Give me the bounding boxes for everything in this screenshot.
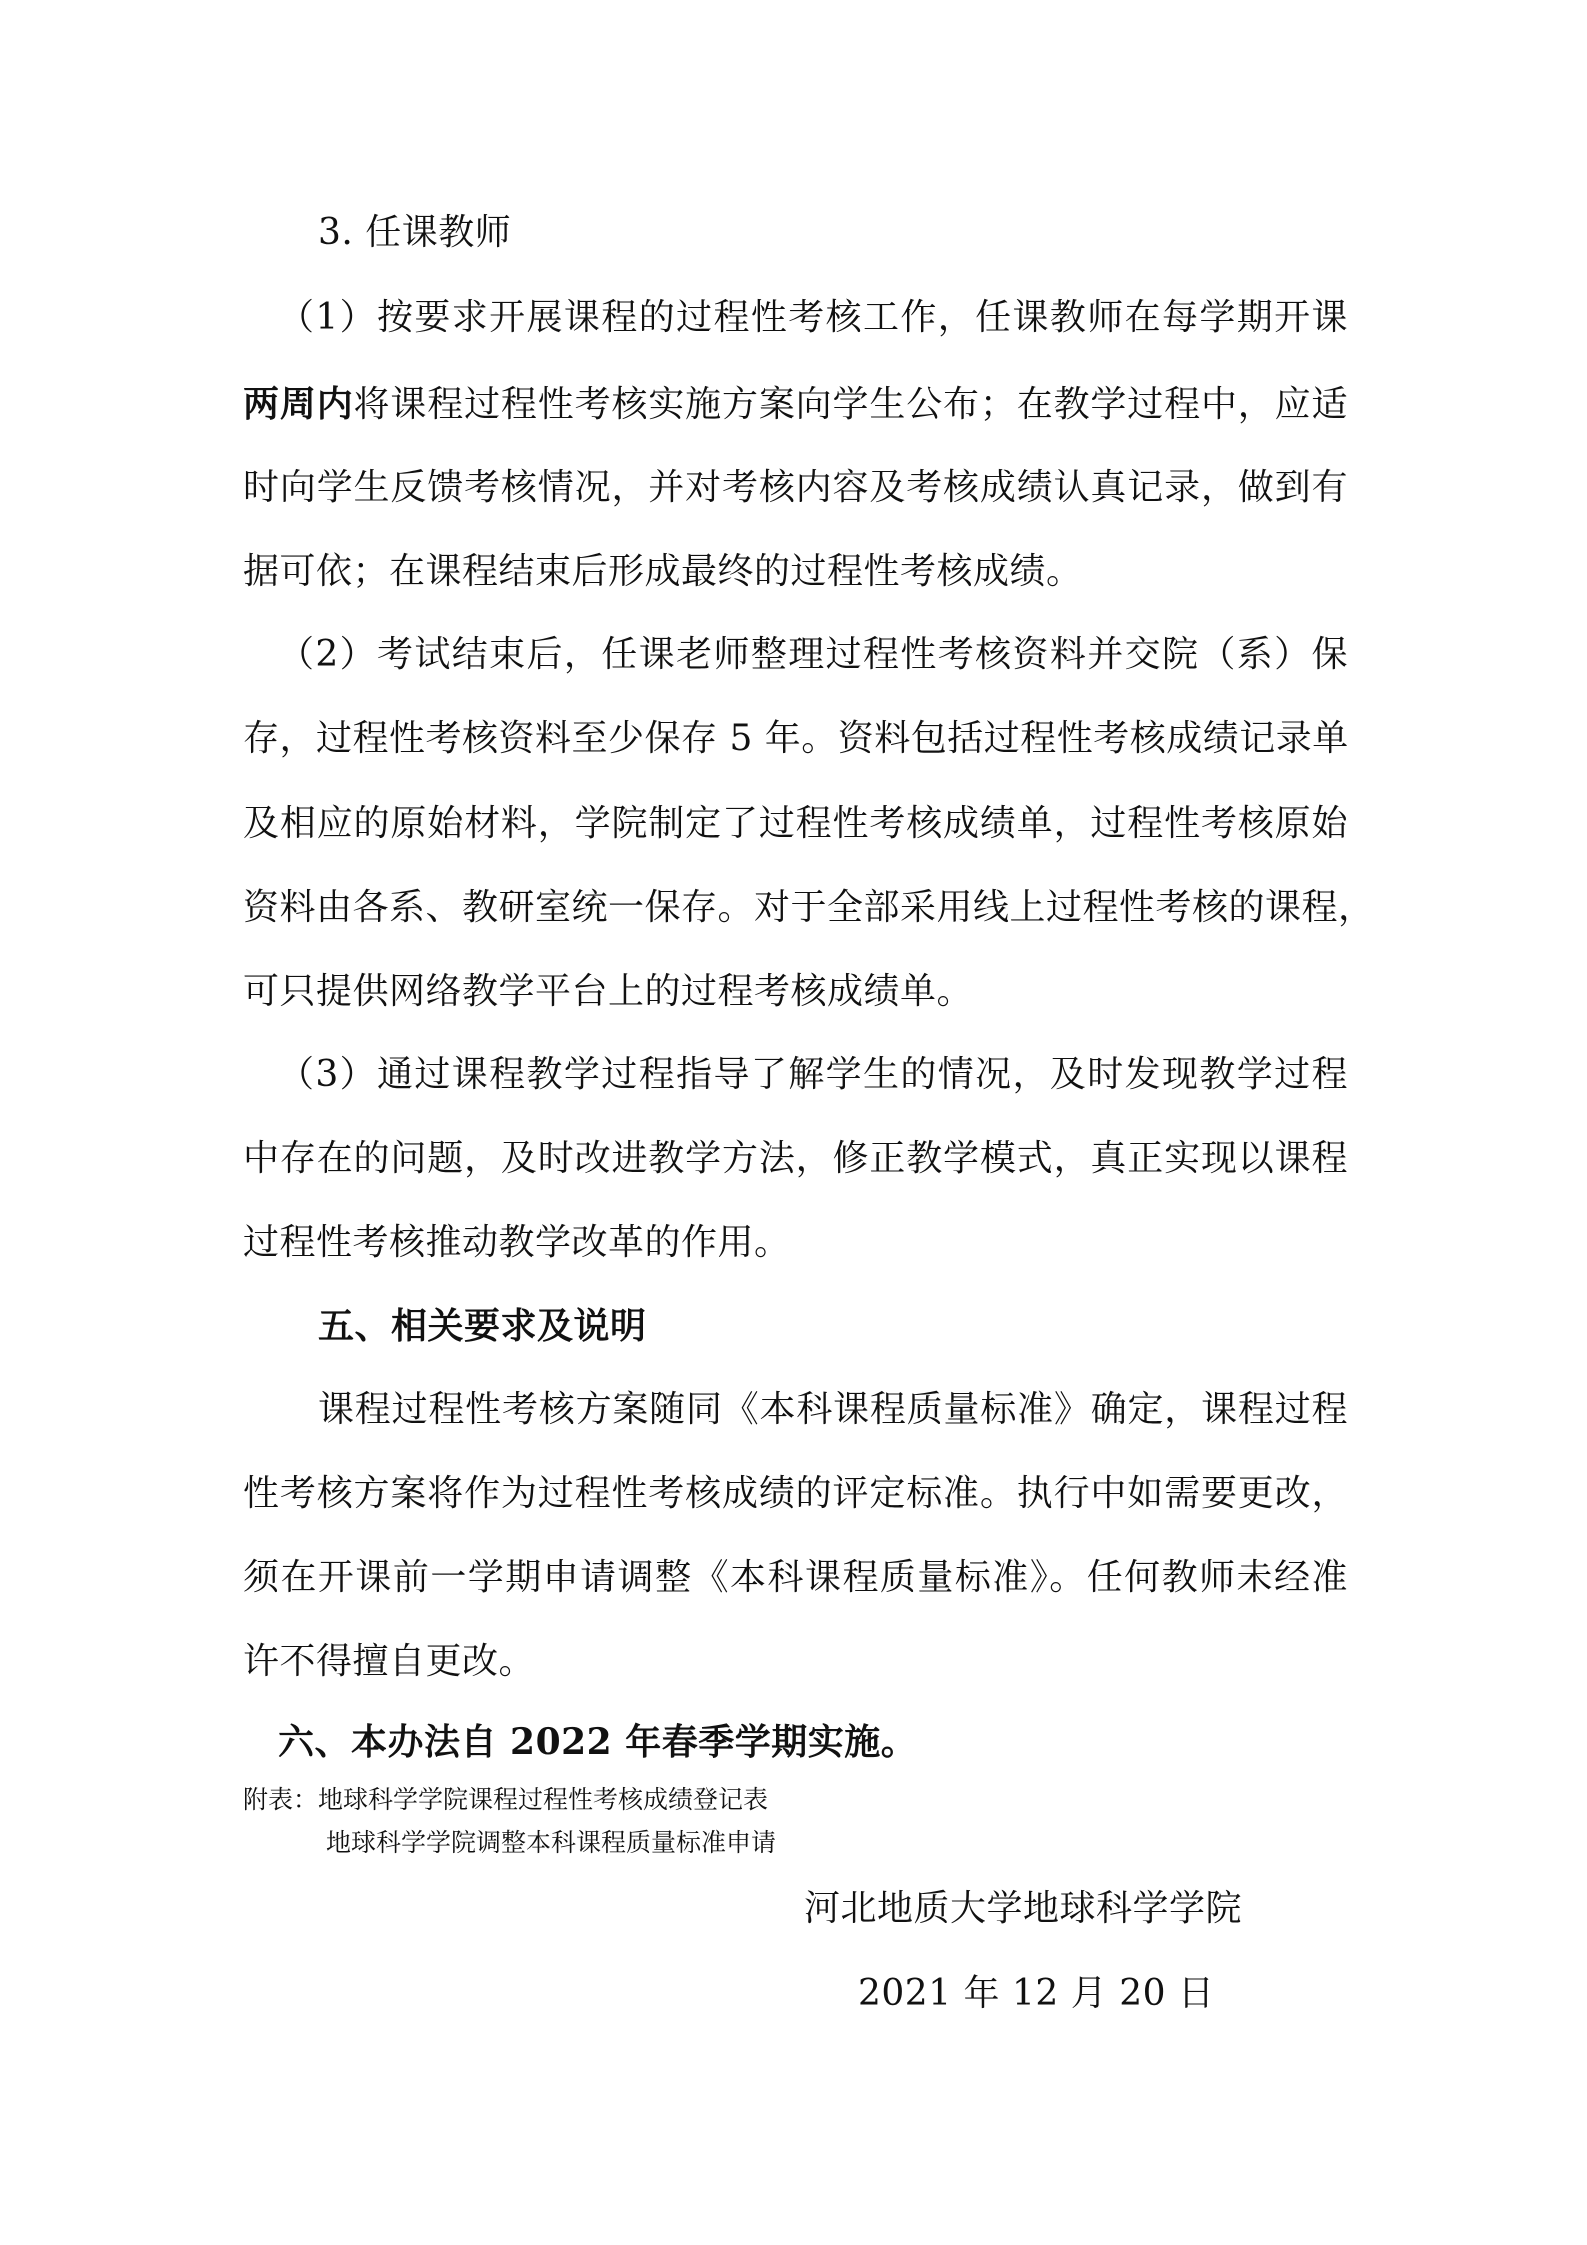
- paragraph-line: 过程性考核推动教学改革的作用。: [243, 1222, 791, 1263]
- paragraph-line: （1）按要求开展课程的过程性考核工作，任课教师在每学期开课: [278, 297, 1348, 338]
- paragraph-line: [243, 383, 1348, 426]
- emphasis-text: 两周内: [243, 383, 354, 425]
- section-6-statement: 六、本办法自 2022 年春季学期实施。: [278, 1721, 918, 1763]
- paragraph-line: 许不得擅自更改。: [243, 1641, 536, 1682]
- paragraph-line: 资料由各系、教研室统一保存。对于全部采用线上过程性考核的课程，: [243, 887, 1375, 928]
- section-5-heading: 五、相关要求及说明: [318, 1305, 647, 1347]
- signature-organization: 河北地质大学地球科学学院: [804, 1888, 1243, 1929]
- paragraph-line: 中存在的问题，及时改进教学方法，修正教学模式，真正实现以课程: [243, 1138, 1348, 1179]
- paragraph-text: 将课程过程性考核实施方案向学生公布；在教学过程中，应适: [353, 384, 1348, 425]
- paragraph-line: 课程过程性考核方案随同《本科课程质量标准》确定，课程过程: [318, 1389, 1348, 1430]
- attachment-line: 地球科学学院调整本科课程质量标准申请: [326, 1828, 777, 1857]
- paragraph-line: （2）考试结束后，任课老师整理过程性考核资料并交院（系）保: [278, 634, 1348, 675]
- signature-date: 2021 年 12 月 20 日: [858, 1973, 1215, 2014]
- paragraph-line: 可只提供网络教学平台上的过程考核成绩单。: [243, 971, 974, 1012]
- paragraph-line: （3）通过课程教学过程指导了解学生的情况，及时发现教学过程: [278, 1054, 1348, 1095]
- paragraph-line: 及相应的原始材料，学院制定了过程性考核成绩单，过程性考核原始: [243, 803, 1348, 844]
- paragraph-line: 性考核方案将作为过程性考核成绩的评定标准。执行中如需要更改，: [243, 1473, 1348, 1514]
- paragraph-line: 须在开课前一学期申请调整《本科课程质量标准》。任何教师未经准: [243, 1557, 1348, 1598]
- paragraph-line: 时向学生反馈考核情况，并对考核内容及考核成绩认真记录，做到有: [243, 467, 1348, 508]
- paragraph-line: 据可依；在课程结束后形成最终的过程性考核成绩。: [243, 551, 1083, 592]
- paragraph-line: 存，过程性考核资料至少保存 5 年。资料包括过程性考核成绩记录单: [243, 718, 1349, 759]
- section-3-heading: 3. 任课教师: [318, 212, 512, 253]
- attachment-line: 附表：地球科学学院课程过程性考核成绩登记表: [243, 1785, 769, 1814]
